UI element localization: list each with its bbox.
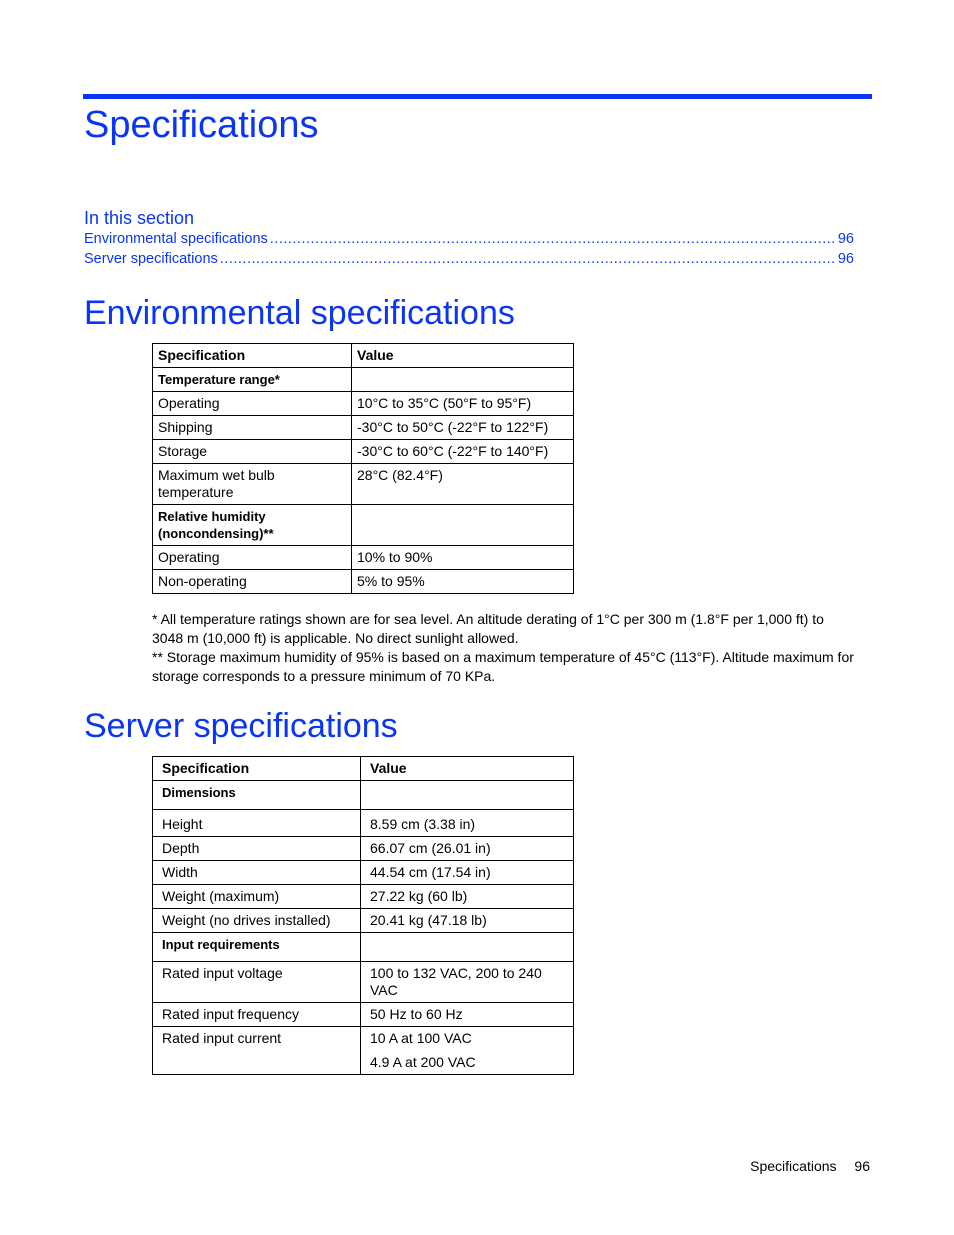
spec-cell: Operating <box>153 392 352 416</box>
spec-cell: Height <box>153 810 361 837</box>
value-cell: 5% to 95% <box>352 570 574 594</box>
spec-cell: Operating <box>153 546 352 570</box>
table-row <box>153 1027 574 1075</box>
table-row <box>153 837 574 861</box>
spec-cell: Relative humidity (noncondensing)** <box>153 505 352 546</box>
value-cell <box>361 781 574 810</box>
table-row <box>153 962 574 1003</box>
value-cell <box>352 505 574 546</box>
footnote: * All temperature ratings shown are for sea level. An altitude derating of 1°C per 300 m (1.8°F per 1,000 ft) to 3048 m (10,000 ft) is applicable. No direct sunlight allowed. <box>152 611 824 646</box>
table-row <box>153 1003 574 1027</box>
table-row <box>153 392 574 416</box>
spec-cell: Rated input voltage <box>153 962 361 1003</box>
table-row <box>153 440 574 464</box>
spec-cell: Shipping <box>153 416 352 440</box>
spec-cell: Rated input current <box>153 1027 361 1075</box>
spec-cell: Rated input frequency <box>153 1003 361 1027</box>
value-cell <box>361 933 574 962</box>
table-row <box>153 885 574 909</box>
value-cell: 44.54 cm (17.54 in) <box>361 861 574 885</box>
toc-leader <box>220 251 836 267</box>
spec-cell: Non-operating <box>153 570 352 594</box>
value-cell: 100 to 132 VAC, 200 to 240 VAC <box>361 962 574 1003</box>
table-section-row <box>153 505 574 546</box>
toc-link-environmental[interactable] <box>84 231 854 249</box>
spec-cell: Input requirements <box>153 933 361 962</box>
toc-page: 96 <box>837 231 854 247</box>
toc-leader <box>270 231 836 247</box>
value-line: 4.9 A at 200 VAC <box>370 1054 476 1070</box>
value-cell: 20.41 kg (47.18 lb) <box>361 909 574 933</box>
spec-cell: Storage <box>153 440 352 464</box>
value-cell: 50 Hz to 60 Hz <box>361 1003 574 1027</box>
spec-cell: Depth <box>153 837 361 861</box>
table-section-row <box>153 368 574 392</box>
page-title: Specifications <box>84 104 319 146</box>
table-row <box>153 464 574 505</box>
table-section-row <box>153 933 574 962</box>
table-section-row <box>153 781 574 810</box>
spec-cell: Temperature range* <box>153 368 352 392</box>
value-cell: -30°C to 50°C (-22°F to 122°F) <box>352 416 574 440</box>
value-line: 10 A at 100 VAC <box>370 1030 472 1046</box>
table-header-row <box>153 757 574 781</box>
value-cell <box>361 1027 574 1075</box>
value-cell: 10% to 90% <box>352 546 574 570</box>
toc-heading: In this section <box>84 208 195 228</box>
column-header: Value <box>361 757 574 781</box>
value-cell: 10°C to 35°C (50°F to 95°F) <box>352 392 574 416</box>
table-row <box>153 810 574 837</box>
value-cell <box>352 368 574 392</box>
table-row <box>153 546 574 570</box>
environmental-spec-table <box>152 343 574 594</box>
table-header-row <box>153 344 574 368</box>
server-spec-table <box>152 756 574 1075</box>
table-row <box>153 861 574 885</box>
toc-link-server[interactable] <box>84 251 854 269</box>
footer-section: Specifications <box>750 1158 837 1174</box>
column-header: Specification <box>153 344 352 368</box>
toc-label: Server specifications <box>84 251 218 267</box>
toc-label: Environmental specifications <box>84 231 268 247</box>
server-heading: Server specifications <box>84 707 398 745</box>
value-cell: 66.07 cm (26.01 in) <box>361 837 574 861</box>
table-row <box>153 909 574 933</box>
spec-cell: Maximum wet bulb temperature <box>153 464 352 505</box>
spec-cell: Weight (no drives installed) <box>153 909 361 933</box>
environmental-notes <box>152 610 858 686</box>
spec-cell: Dimensions <box>153 781 361 810</box>
toc-page: 96 <box>837 251 854 267</box>
value-cell: 28°C (82.4°F) <box>352 464 574 505</box>
value-cell: 8.59 cm (3.38 in) <box>361 810 574 837</box>
page-footer <box>750 1158 870 1174</box>
title-rule <box>83 94 872 99</box>
footnote: ** Storage maximum humidity of 95% is based on a maximum temperature of 45°C (113°F). Altitude maximum for storage corresponds to a pressure minimum of 70 KPa. <box>152 649 854 684</box>
value-cell: -30°C to 60°C (-22°F to 140°F) <box>352 440 574 464</box>
table-row <box>153 416 574 440</box>
table-row <box>153 570 574 594</box>
spec-cell: Weight (maximum) <box>153 885 361 909</box>
value-cell: 27.22 kg (60 lb) <box>361 885 574 909</box>
environmental-heading: Environmental specifications <box>84 294 515 332</box>
column-header: Specification <box>153 757 361 781</box>
footer-page-number: 96 <box>854 1158 870 1174</box>
column-header: Value <box>352 344 574 368</box>
spec-cell: Width <box>153 861 361 885</box>
